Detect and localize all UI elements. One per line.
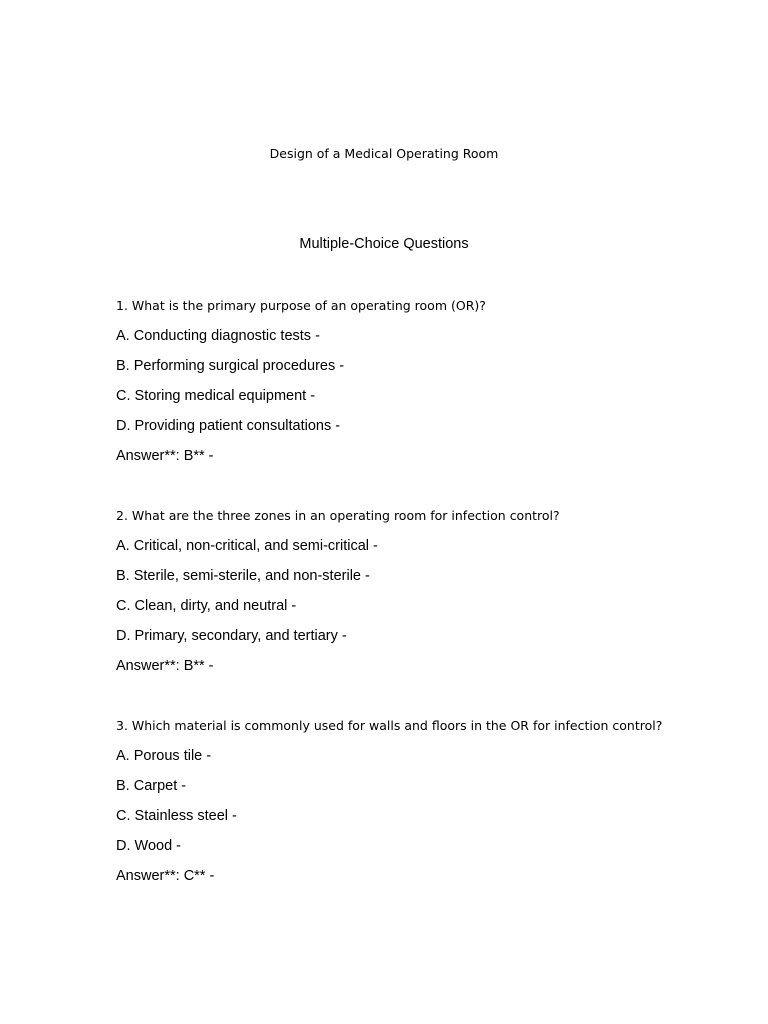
question-text: 2. What are the three zones in an operating room for infection control?: [116, 508, 560, 523]
option-a: A. Porous tile -: [116, 748, 212, 764]
option-b: B. Performing surgical procedures -: [116, 358, 345, 374]
option-b: B. Sterile, semi-sterile, and non-sterile -: [116, 568, 370, 584]
option-c: C. Clean, dirty, and neutral -: [116, 598, 297, 614]
document-title: Design of a Medical Operating Room: [269, 146, 499, 161]
question-1: [116, 296, 736, 466]
question-text: 3. Which material is commonly used for walls and floors in the OR for infection control?: [116, 718, 663, 733]
section-title: Multiple-Choice Questions: [299, 236, 469, 252]
option-c: C. Storing medical equipment -: [116, 388, 316, 404]
answer-line: Answer**: C** -: [116, 868, 215, 884]
options-list: [116, 326, 736, 436]
options-list: [116, 746, 736, 856]
question-2: [116, 506, 736, 676]
option-a: A. Conducting diagnostic tests -: [116, 328, 320, 344]
question-text: 1. What is the primary purpose of an operating room (OR)?: [116, 298, 486, 313]
option-c: C. Stainless steel -: [116, 808, 237, 824]
options-list: [116, 536, 736, 646]
question-3: [116, 716, 736, 886]
option-a: A. Critical, non-critical, and semi-critical -: [116, 538, 378, 554]
option-b: B. Carpet -: [116, 778, 187, 794]
answer-line: Answer**: B** -: [116, 658, 214, 674]
answer-line: Answer**: B** -: [116, 448, 214, 464]
option-d: D. Providing patient consultations -: [116, 418, 341, 434]
option-d: D. Primary, secondary, and tertiary -: [116, 628, 347, 644]
option-d: D. Wood -: [116, 838, 182, 854]
